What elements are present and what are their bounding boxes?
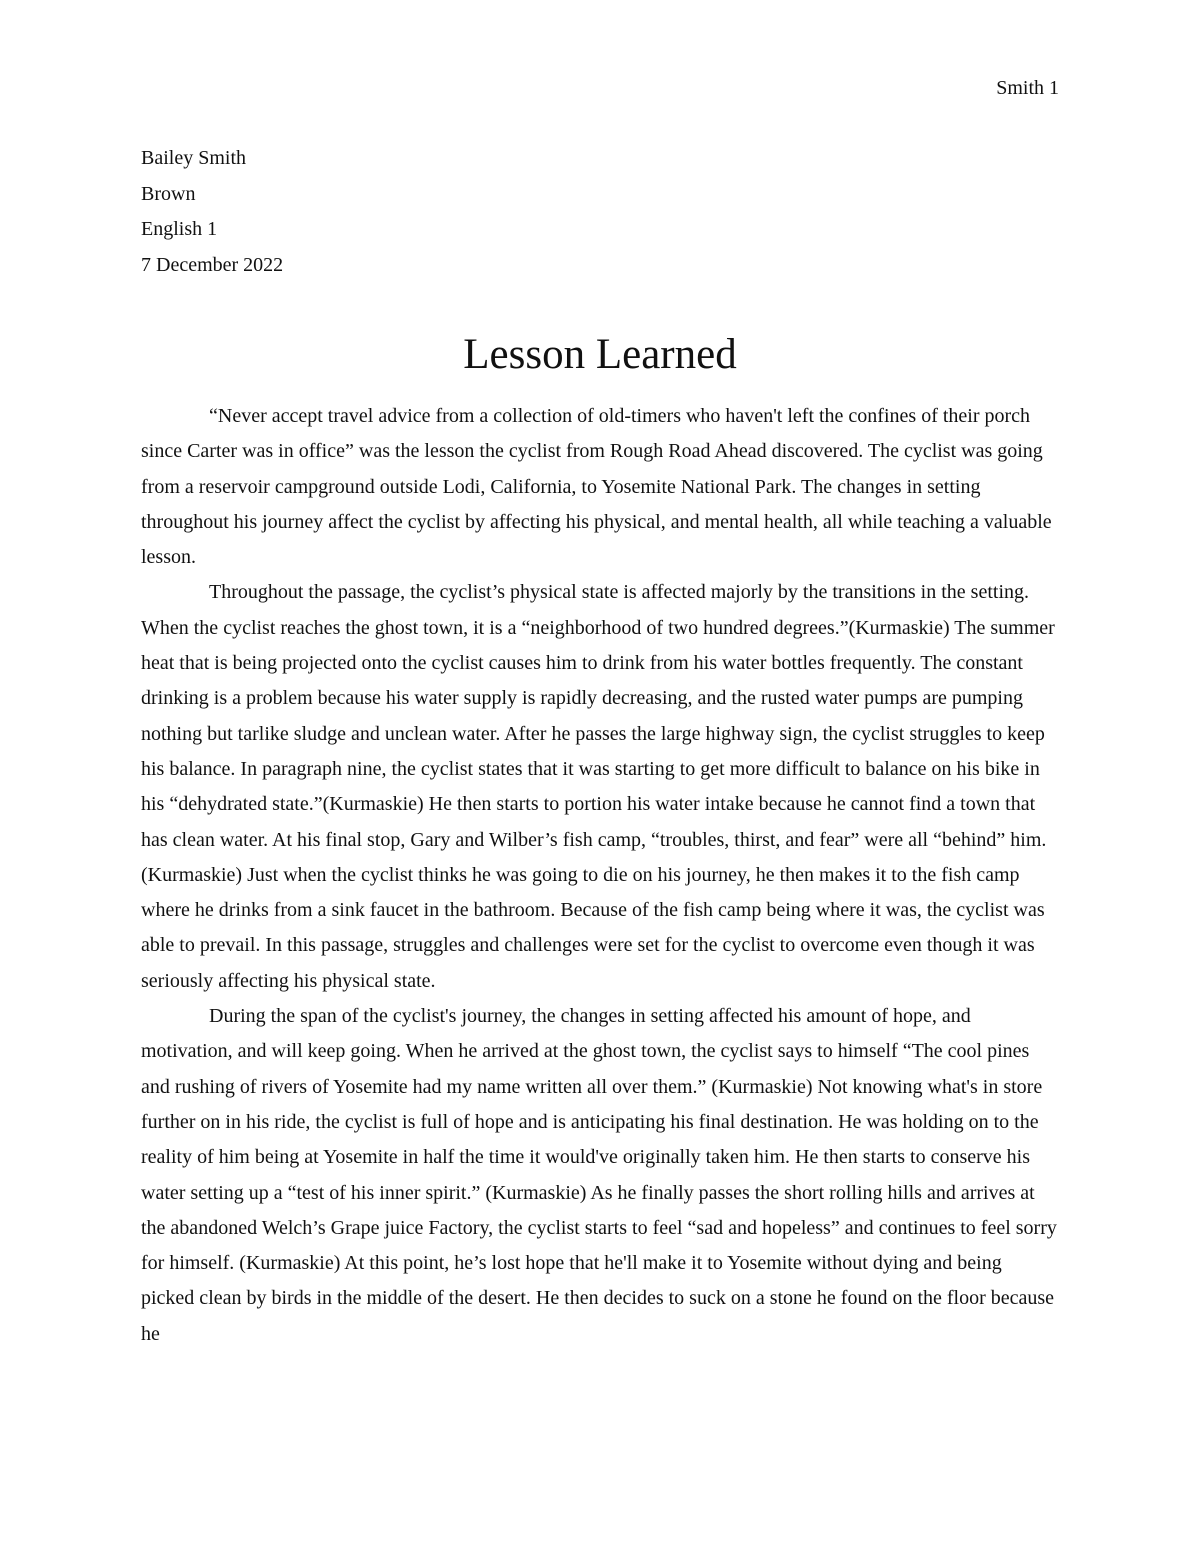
paragraph-intro: “Never accept travel advice from a collection of old-timers who haven't left the confines of their porch since Carter was in office” was the lesson the cyclist from Rough Road Ahead discovered. The cyclist was going from a reservoir campground outside Lodi, California, to Yosemite National Park. The changes in setting throughout his journey affect the cyclist by affecting his physical, and mental health, all while teaching a valuable lesson. — [141, 405, 1052, 569]
running-head-page-number: Smith 1 — [996, 77, 1059, 99]
student-name: Bailey Smith — [141, 147, 246, 169]
paragraph-physical-state: Throughout the passage, the cyclist’s physical state is affected majorly by the transitions in the setting. When the cyclist reaches the ghost town, it is a “neighborhood of two hundred degrees.”(Kurmaskie) The summer heat that is being projected onto the cyclist causes him to drink from his water bottles frequently. The constant drinking is a problem because his water supply is rapidly decreasing, and the rusted water pumps are pumping nothing but tarlike sludge and unclean water. After he passes the large highway sign, the cyclist struggles to keep his balance. In paragraph nine, the cyclist states that it was starting to get more difficult to balance on his bike in his “dehydrated state.”(Kurmaskie) He then starts to portion his water intake because he cannot find a town that has clean water. At his final stop, Gary and Wilber’s fish camp, “troubles, thirst, and fear” were all “behind” him. (Kurmaskie) Just when the cyclist thinks he was going to die on his journey, he then makes it to the fish camp where he drinks from a sink faucet in the bathroom. Because of the fish camp being where it was, the cyclist was able to prevail. In this passage, struggles and challenges were set for the cyclist to overcome even though it was seriously affecting his physical state. — [141, 581, 1055, 992]
instructor-name: Brown — [141, 182, 196, 205]
mla-heading — [141, 141, 283, 283]
course-name: English 1 — [141, 218, 218, 240]
essay-title: Lesson Learned — [463, 331, 737, 378]
essay-date: 7 December 2022 — [141, 253, 284, 276]
paragraph-hope-motivation: During the span of the cyclist's journey, the changes in setting affected his amount of hope, and motivation, and will keep going. When he arrived at the ghost town, the cyclist says to himself “The cool pines and rushing of rivers of Yosemite had my name written all over them.” (Kurmaskie) Not knowing what's in store further on in his ride, the cyclist is full of hope and is anticipating his final destination. He was holding on to the reality of him being at Yosemite in half the time it would've originally taken him. He then starts to conserve his water setting up a “test of his inner spirit.” (Kurmaskie) As he finally passes the short rolling hills and arrives at the abandoned Welch’s Grape juice Factory, the cyclist starts to feel “sad and hopeless” and continues to feel sorry for himself. (Kurmaskie) At this point, he’s lost hope that he'll make it to Yosemite without dying and being picked clean by birds in the middle of the desert. He then decides to suck on a stone he found on the floor because he — [141, 1005, 1057, 1345]
essay-body — [141, 399, 1059, 1352]
